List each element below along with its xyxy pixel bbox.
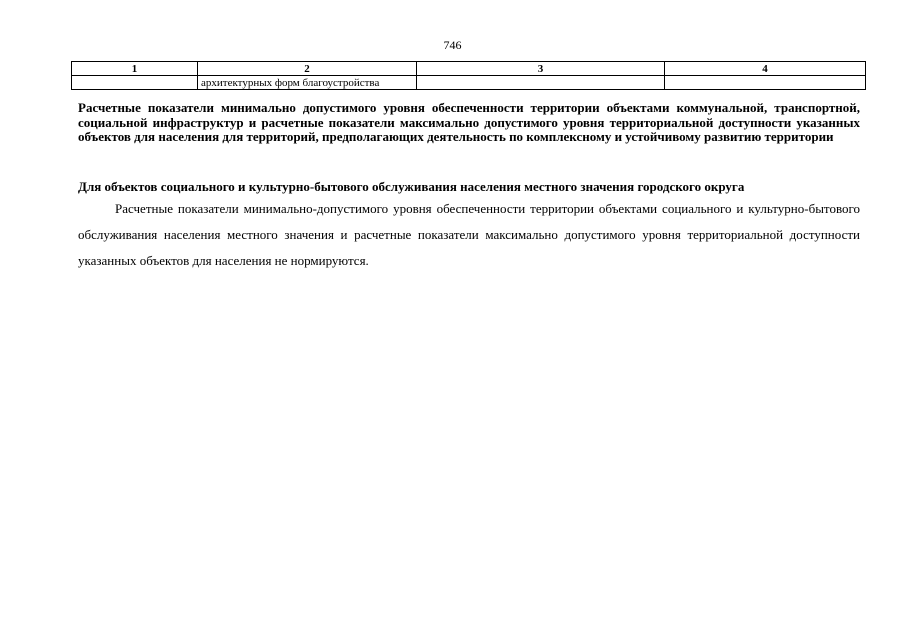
table-cell [665,76,866,90]
column-header-2: 2 [198,62,417,76]
column-header-4: 4 [665,62,866,76]
column-header-3: 3 [417,62,665,76]
body-paragraph: Расчетные показатели минимально-допустимого уровня обеспеченности территории объектами социального и культурно-бытового обслуживания населения местного значения и расчетные показатели максимально допустимого уровня территориальной доступности указанных объектов для населения не нормируются. [78,201,860,268]
table-row [72,76,866,90]
column-header-1: 1 [72,62,198,76]
table-cell [417,76,665,90]
section-subheading: Для объектов социального и культурно-бытового обслуживания населения местного значения городского округа [78,179,745,194]
table-cell [72,76,198,90]
page-number: 746 [443,38,462,52]
table-header-row [72,62,866,76]
continuation-table [71,61,866,90]
table-cell: архитектурных форм благоустройства [198,76,417,90]
section-heading: Расчетные показатели минимально допустимого уровня обеспеченности территории объектами коммунальной, транспортной, социальной инфраструктур и расчетные показатели максимально допустимого уровня территориальной доступности указанных объектов для населения для территорий, предполагающих деятельность по комплексному и устойчивому развитию территории [78,100,860,144]
